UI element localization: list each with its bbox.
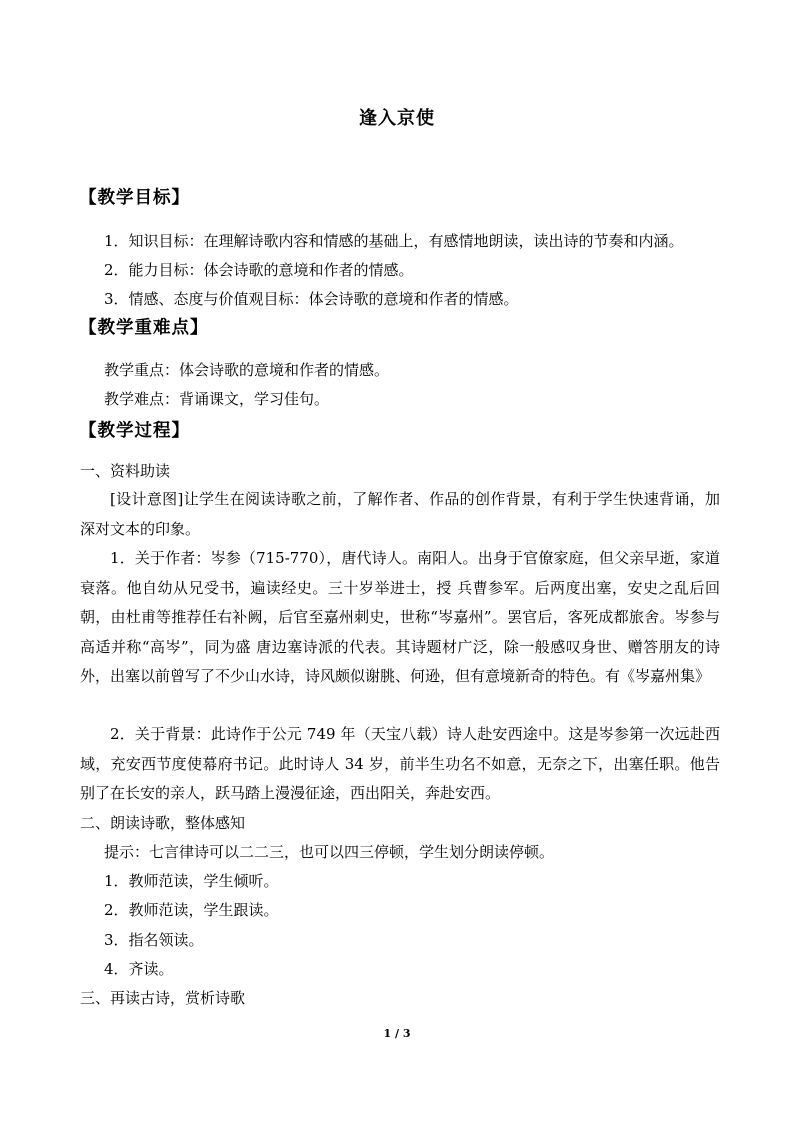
reading-tip: 提示：七言律诗可以二二三，也可以四三停顿，学生划分朗读停顿。 <box>104 843 555 861</box>
reading-step-3: 3．指名领读。 <box>104 931 204 949</box>
about-background-paragraph: 2．关于背景：此诗作于公元 749 年（天宝八载）诗人赴安西途中。这是岑参第一次远赴西域，充安西节度使幕府书记。此时诗人 34 岁，前半生功名不如意，无奈之下，出塞任职。他告别了在长安的亲人，跃马踏上漫漫征途，西出阳关，奔赴安西。 <box>80 725 720 802</box>
section-heading-keypoints: 【教学重难点】 <box>79 318 209 338</box>
reading-step-1: 1．教师范读，学生倾听。 <box>104 872 279 890</box>
about-author-paragraph: 1．关于作者：岑参（715-770），唐代诗人。南阳人。出身于官僚家庭，但父亲早逝，家道衰落。他自幼从兄受书，遍读经史。三十岁举进士，授 兵曹参军。后两度出塞，安史之乱后回朝，由杜甫等推荐任右补阙，后官至嘉州刺史，世称“岑嘉州”。罢官后，客死成都旅舍。岑参与高适并称“高岑”，同为盛 唐边塞诗派的代表。其诗题材广泛，除一般感叹身世、赠答朋友的诗外，出塞以前曾写了不少山水诗，诗风颇似谢朓、何逊，但有意境新奇的特色。有《岑嘉州集》 <box>80 549 720 685</box>
page-number: 1 / 3 <box>383 1027 411 1040</box>
goal-item-2: 2．能力目标：体会诗歌的意境和作者的情感。 <box>104 261 414 279</box>
goal-item-1: 1．知识目标：在理解诗歌内容和情感的基础上，有感情地朗读，读出诗的节奏和内涵。 <box>104 232 684 250</box>
part1-title: 一、资料助读 <box>80 462 171 480</box>
part2-title: 二、朗读诗歌，整体感知 <box>80 814 246 832</box>
keypoint-focus: 教学重点：体会诗歌的意境和作者的情感。 <box>104 361 390 379</box>
goal-item-3: 3．情感、态度与价值观目标：体会诗歌的意境和作者的情感。 <box>104 290 519 308</box>
section-heading-goals: 【教学目标】 <box>79 188 190 208</box>
section-heading-process: 【教学过程】 <box>79 421 190 441</box>
keypoint-difficulty: 教学难点：背诵课文，学习佳句。 <box>104 390 330 408</box>
document-title: 逢入京使 <box>359 108 435 129</box>
reading-step-2: 2．教师范读，学生跟读。 <box>104 901 279 919</box>
reading-step-4: 4．齐读。 <box>104 960 174 978</box>
design-intent-paragraph: [设计意图]让学生在阅读诗歌之前，了解作者、作品的创作背景，有利于学生快速背诵，加深对文本的印象。 <box>80 490 720 538</box>
part3-title: 三、再读古诗，赏析诗歌 <box>80 989 246 1007</box>
